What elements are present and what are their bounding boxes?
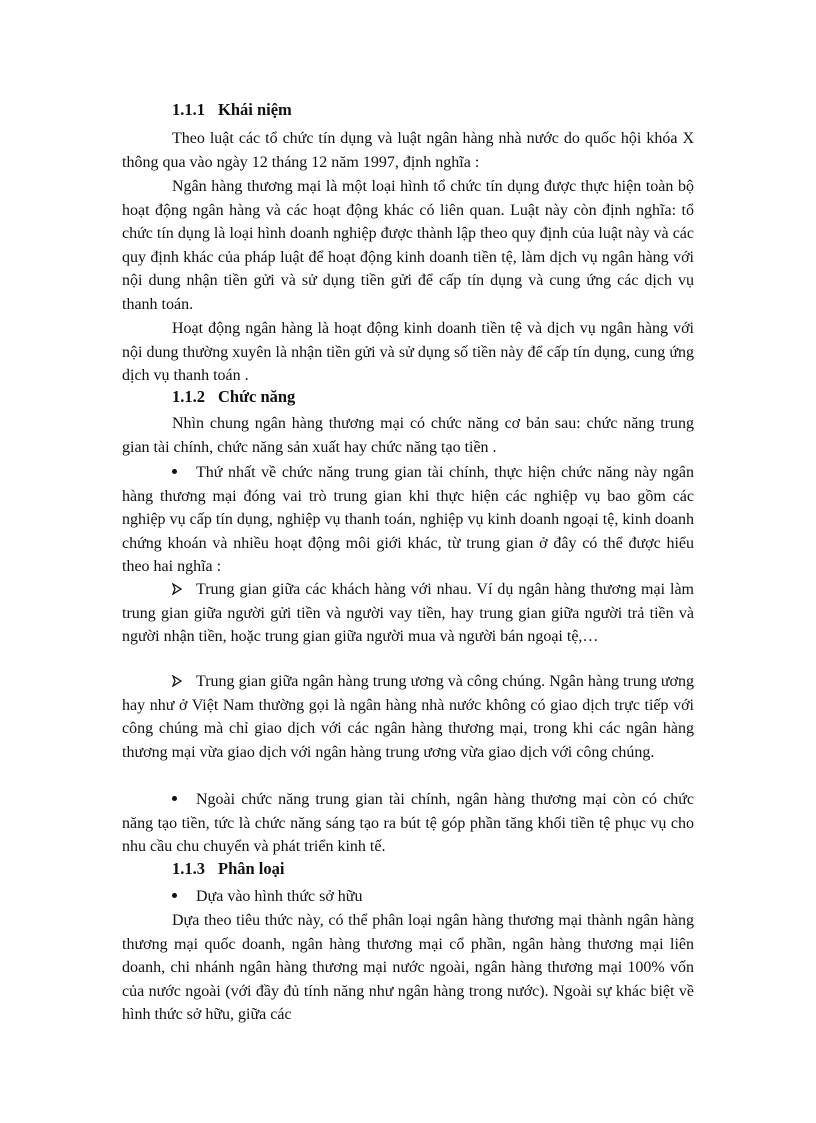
- bullet-text: Dựa vào hình thức sở hữu: [196, 888, 363, 905]
- arrow-item-text: Trung gian giữa các khách hàng với nhau. Ví dụ ngân hàng thương mại làm trung gian giữa người gửi tiền và người vay tiền, hay trung gian giữa người trả tiền và người nhận tiền, hoặc trung gian giữa người mua và người bán ngoại tệ,…: [122, 581, 694, 646]
- heading-title: Khái niệm: [218, 100, 292, 119]
- paragraph-functions-overview: Nhìn chung ngân hàng thương mại có chức năng cơ bản sau: chức năng trung gian tài chính, chức năng sản xuất hay chức năng tạo tiền .: [122, 415, 694, 456]
- arrow-bullet-icon: [172, 675, 182, 687]
- heading-number: 1.1.2: [172, 387, 205, 406]
- bullet-dot-icon: [172, 796, 177, 801]
- heading-title: Phân loại: [218, 859, 285, 878]
- arrow-bullet-icon: [172, 583, 182, 595]
- heading-title: Chức năng: [218, 387, 296, 406]
- heading-1-1-1: [172, 98, 744, 122]
- arrow-item-central-bank: [122, 670, 694, 764]
- bullet-money-creation: [122, 788, 694, 859]
- paragraph-banking-activity: Hoạt động ngân hàng là hoạt động kinh doanh tiền tệ và dịch vụ ngân hàng với nội dung thường xuyên là nhận tiền gửi và sử dụng số tiền này để cấp tín dụng, cung ứng dịch vụ thanh toán .: [122, 320, 694, 385]
- arrow-item-customers: [122, 578, 694, 649]
- bullet-dot-icon: [172, 893, 177, 898]
- paragraph-ownership-classification: Dựa theo tiêu thức này, có thể phân loại ngân hàng thương mại thành ngân hàng thương mại quốc doanh, ngân hàng thương mại cổ phần, ngân hàng thương mại liên doanh, chi nhánh ngân hàng thương mại nước ngoài, ngân hàng thương mại 100% vốn của nước ngoài (với đầy đủ tính năng như ngân hàng trong nước). Ngoài sự khác biệt về hình thức sở hữu, giữa các: [122, 912, 694, 1024]
- heading-1-1-3: [172, 857, 744, 881]
- bullet-text: Ngoài chức năng trung gian tài chính, ngân hàng thương mại còn có chức năng tạo tiền, tức là chức năng sáng tạo ra bút tệ góp phần tăng khối tiền tệ phục vụ cho nhu cầu chu chuyển và phát triển kinh tế.: [122, 791, 694, 856]
- bullet-dot-icon: [172, 469, 177, 474]
- bullet-ownership-form: [172, 885, 744, 909]
- bullet-financial-intermediary: [122, 461, 694, 579]
- heading-number: 1.1.3: [172, 859, 205, 878]
- heading-number: 1.1.1: [172, 100, 205, 119]
- paragraph-commercial-bank-definition: Ngân hàng thương mại là một loại hình tổ chức tín dụng được thực hiện toàn bộ hoạt động ngân hàng và các hoạt động khác có liên quan. Luật này còn định nghĩa: tổ chức tín dụng là loại hình doanh nghiệp được thành lập theo quy định của luật này và các quy định khác của pháp luật để hoạt động kinh doanh tiền tệ, làm dịch vụ ngân hàng với nội dung nhận tiền gửi và sử dụng tiền gửi để cấp tín dụng và cung ứng các dịch vụ thanh toán.: [122, 178, 694, 313]
- heading-1-1-2: [172, 385, 744, 409]
- arrow-item-text: Trung gian giữa ngân hàng trung ương và công chúng. Ngân hàng trung ương hay như ở Việt Nam thường gọi là ngân hàng nhà nước không có giao dịch trực tiếp với công chúng mà chỉ giao dịch với các ngân hàng thương mại, trong khi các ngân hàng thương mại vừa giao dịch với ngân hàng trung ương vừa giao dịch với công chúng.: [122, 673, 694, 761]
- bullet-text: Thứ nhất về chức năng trung gian tài chính, thực hiện chức năng này ngân hàng thương mại đóng vai trò trung gian khi thực hiện các nghiệp vụ bao gồm các nghiệp vụ cấp tín dụng, nghiệp vụ thanh toán, nghiệp vụ kinh doanh ngoại tệ, kinh doanh chứng khoán và nhiều hoạt động môi giới khác, từ trung gian ở đây có thể được hiểu theo hai nghĩa :: [122, 464, 694, 576]
- paragraph-definition-intro: Theo luật các tổ chức tín dụng và luật ngân hàng nhà nước do quốc hội khóa X thông qua vào ngày 12 tháng 12 năm 1997, định nghĩa :: [122, 130, 694, 171]
